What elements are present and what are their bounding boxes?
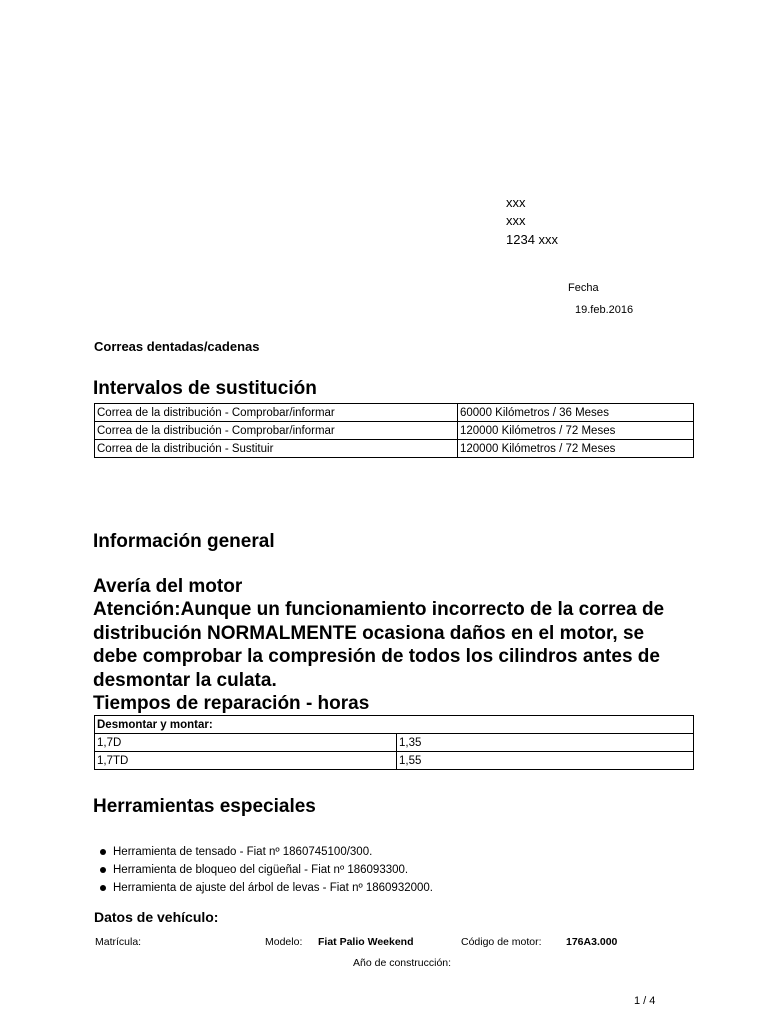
list-item <box>100 879 433 897</box>
table-row <box>95 422 694 440</box>
hours-cell: 1,55 <box>397 752 694 770</box>
intervals-table <box>94 403 694 458</box>
intervals-heading: Intervalos de sustitución <box>93 378 317 399</box>
address-line-1: xxx <box>506 195 526 210</box>
tool-text: Herramienta de bloqueo del cigüeñal - Fiat nº 186093300. <box>113 864 409 876</box>
tools-heading: Herramientas especiales <box>93 796 316 817</box>
address-line-3: 1234 xxx <box>506 232 559 247</box>
model-label: Modelo: <box>265 936 303 948</box>
table-row <box>95 440 694 458</box>
repair-times-heading: Tiempos de reparación - horas <box>93 693 370 714</box>
interval-value: 120000 Kilómetros / 72 Meses <box>458 422 694 440</box>
repair-times-table <box>94 715 694 770</box>
year-label: Año de construcción: <box>353 957 452 969</box>
engine-code-label: Código de motor: <box>461 936 542 948</box>
engine-code-value: 176A3.000 <box>566 936 618 948</box>
table-row <box>95 734 694 752</box>
tool-text: Herramienta de tensado - Fiat nº 1860745100/300. <box>113 846 373 858</box>
address-line-2: xxx <box>506 213 526 228</box>
interval-value: 120000 Kilómetros / 72 Meses <box>458 440 694 458</box>
engine-cell: 1,7D <box>95 734 397 752</box>
tool-text: Herramienta de ajuste del árbol de levas - Fiat nº 1860932000. <box>113 882 434 894</box>
interval-task: Correa de la distribución - Sustituir <box>95 440 458 458</box>
table-row <box>95 752 694 770</box>
tools-list <box>100 843 433 897</box>
bullet-icon <box>100 885 106 891</box>
date-value: 19.feb.2016 <box>575 304 634 316</box>
interval-task: Correa de la distribución - Comprobar/informar <box>95 404 458 422</box>
engine-failure-heading: Avería del motor <box>93 576 243 597</box>
page-number: 1 / 4 <box>634 995 656 1007</box>
date-label: Fecha <box>568 282 599 294</box>
hours-cell: 1,35 <box>397 734 694 752</box>
list-item <box>100 861 433 879</box>
model-value: Fiat Palio Weekend <box>318 936 414 948</box>
general-heading: Información general <box>93 531 275 552</box>
table-row <box>95 404 694 422</box>
list-item <box>100 843 433 861</box>
interval-task: Correa de la distribución - Comprobar/informar <box>95 422 458 440</box>
interval-value: 60000 Kilómetros / 36 Meses <box>458 404 694 422</box>
vehicle-data-heading: Datos de vehículo: <box>94 909 219 925</box>
bullet-icon <box>100 849 106 855</box>
warning-text: Atención:Aunque un funcionamiento incorrecto de la correa de distribución NORMALMENTE ocasiona daños en el motor, se debe comprobar la compresión de todos los cilindros antes de desmontar la culata. <box>93 599 665 691</box>
engine-cell: 1,7TD <box>95 752 397 770</box>
section-title: Correas dentadas/cadenas <box>94 339 260 354</box>
plate-label: Matrícula: <box>95 936 142 948</box>
table-header-row <box>95 716 694 734</box>
bullet-icon <box>100 867 106 873</box>
repair-table-header: Desmontar y montar: <box>95 716 694 734</box>
